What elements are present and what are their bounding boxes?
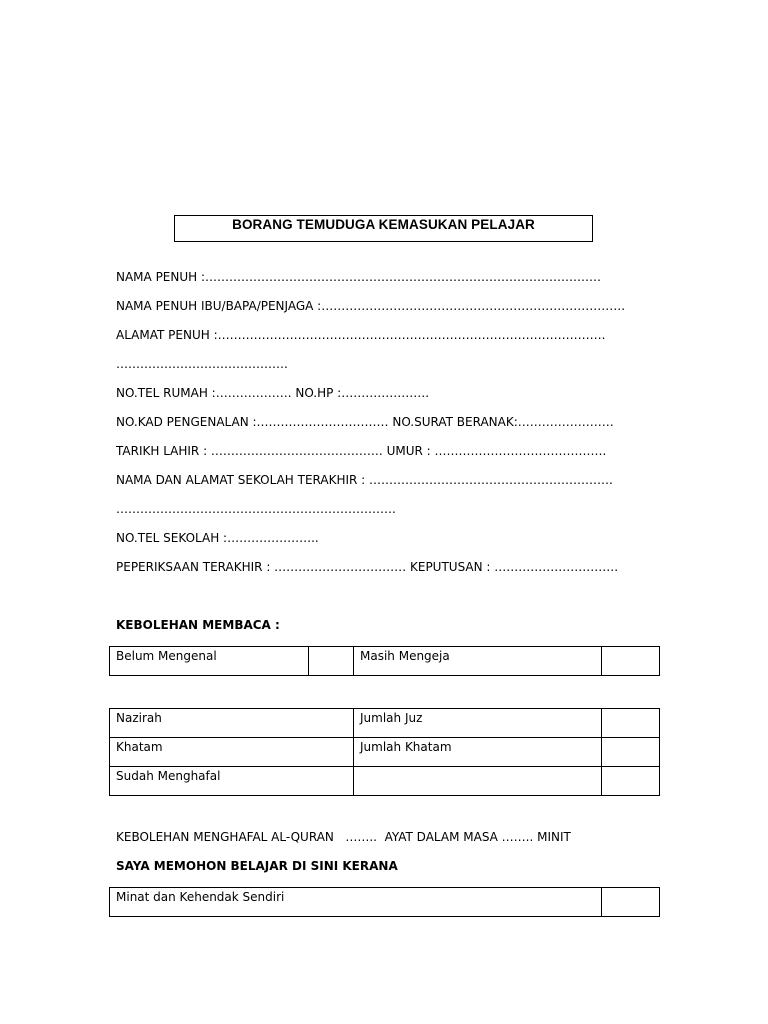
checkbox-cell[interactable] [309,647,354,676]
field-address: ALAMAT PENUH :……………………………………………………………………………………. [116,328,606,342]
checkbox-cell[interactable] [602,767,660,796]
table-cell: Masih Mengeja [354,647,602,676]
checkbox-cell[interactable] [602,709,660,738]
field-last-exam: PEPERIKSAAN TERAKHIR : …………………………… KEPUTUSAN : …………………………. [116,560,619,574]
field-phone: NO.TEL RUMAH :………………. NO.HP :…………………. [116,386,430,400]
reading-table [109,646,660,676]
table-cell: Sudah Menghafal [110,767,354,796]
checkbox-cell[interactable] [602,888,660,917]
field-dob-age: TARIKH LAHIR : ……………………………………. UMUR : ……………………………………. [116,444,607,458]
field-ic-birthcert: NO.KAD PENGENALAN :…………………………… NO.SURAT BERANAK:…………………… [116,415,614,429]
table-cell: Khatam [110,738,354,767]
form-title: BORANG TEMUDUGA KEMASUKAN PELAJAR [232,217,535,232]
field-address-cont: ……………………………………. [116,357,288,371]
table-cell: Jumlah Khatam [354,738,602,767]
checkbox-cell[interactable] [602,647,660,676]
table-row [110,888,660,917]
checkbox-cell[interactable] [602,738,660,767]
reading-heading: KEBOLEHAN MEMBACA : [116,618,280,632]
field-parent-name: NAMA PENUH IBU/BAPA/PENJAGA :…………………………………………………………………. [116,299,626,313]
table-row [110,738,660,767]
field-school-phone: NO.TEL SEKOLAH :………………….. [116,531,319,545]
table-cell [354,767,602,796]
table-cell: Minat dan Kehendak Sendiri [110,888,602,917]
table-row [110,647,660,676]
table-cell: Belum Mengenal [110,647,309,676]
table-cell: Jumlah Juz [354,709,602,738]
reason-heading: SAYA MEMOHON BELAJAR DI SINI KERANA [116,859,398,873]
memorize-line: KEBOLEHAN MENGHAFAL AL-QURAN …….. AYAT DALAM MASA …….. MINIT [116,830,571,844]
field-full-name: NAMA PENUH :……………………………………………………………………………………… [116,270,602,284]
field-last-school-cont: ……………………………………………………………. [116,502,396,516]
form-title-box [174,215,593,242]
reason-table [109,887,660,917]
table-row [110,709,660,738]
table-cell: Nazirah [110,709,354,738]
field-last-school: NAMA DAN ALAMAT SEKOLAH TERAKHIR : ……………………………………………………. [116,473,613,487]
table-row [110,767,660,796]
quran-table [109,708,660,796]
